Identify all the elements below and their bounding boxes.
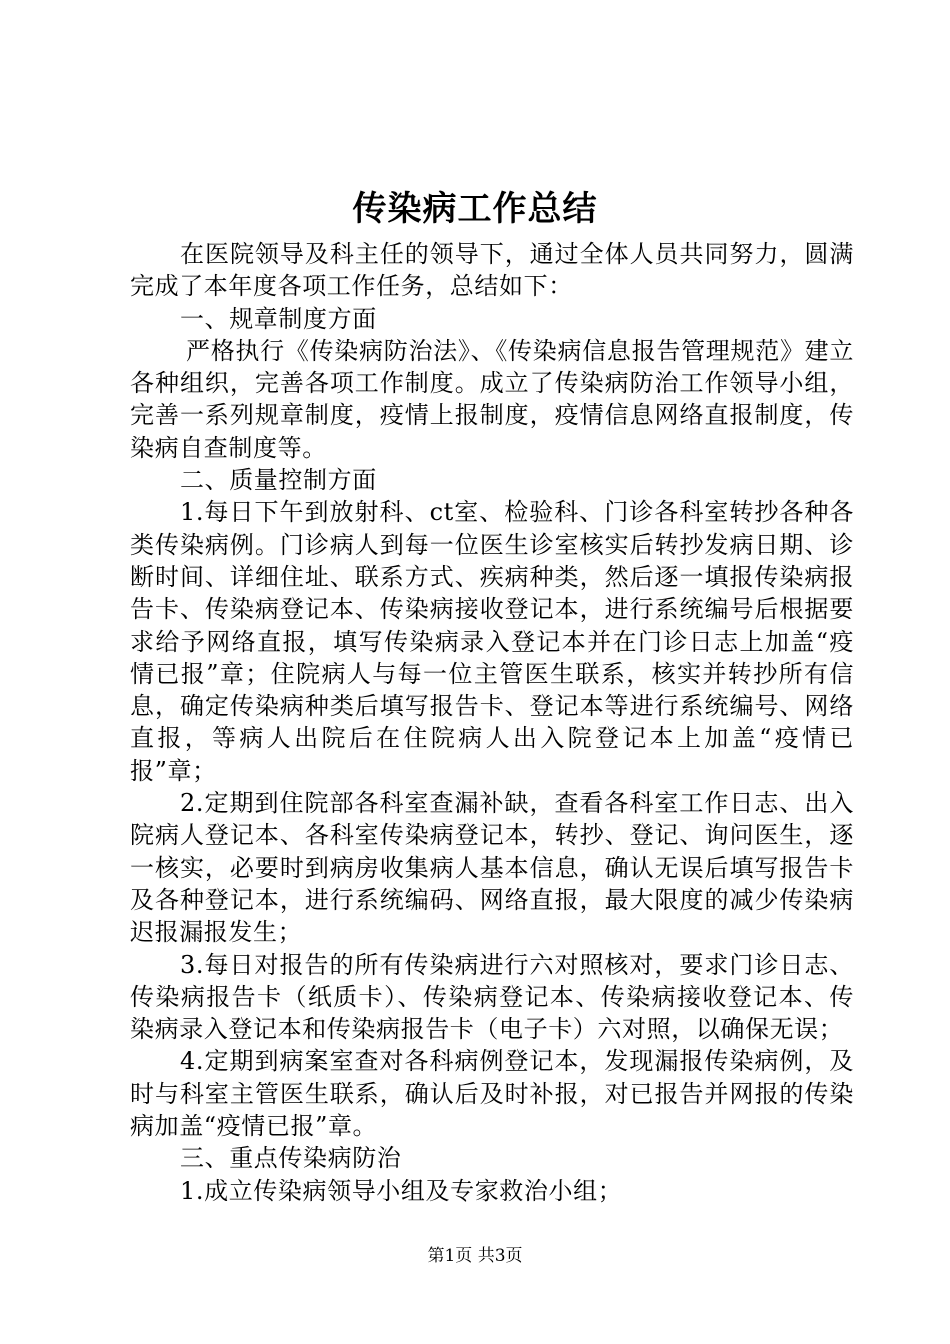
section-heading-regulations: 一、规章制度方面 xyxy=(180,304,377,333)
quality-control-item-1: 1.每日下午到放射科、ct室、检验科、门诊各科室转抄各种各类传染病例。门诊病人到每一位医生诊室核实后转抄发病日期、诊断时间、详细住址、联系方式、疾病种类，然后逐一填报传染病报告卡、传染病登记本、传染病接收登记本，进行系统编号后根据要求给予网络直报，填写传染病录入登记本并在门诊日志上加盖“疫情已报”章；住院病人与每一位主管医生联系，核实并转抄所有信息，确定传染病种类后填写报告卡、登记本等进行系统编号、网络直报，等病人出院后在住院病人出入院登记本上加盖“疫情已报”章； xyxy=(130,498,854,785)
section-heading-key-diseases: 三、重点传染病防治 xyxy=(180,1144,402,1173)
intro-paragraph: 在医院领导及科主任的领导下，通过全体人员共同努力，圆满完成了本年度各项工作任务，总结如下： xyxy=(130,240,854,301)
document-body xyxy=(130,238,854,1207)
document-title: 传染病工作总结 xyxy=(352,189,598,229)
quality-control-item-3: 3.每日对报告的所有传染病进行六对照核对，要求门诊日志、传染病报告卡（纸质卡）、传染病登记本、传染病接收登记本、传染病录入登记本和传染病报告卡（电子卡）六对照，以确保无误； xyxy=(130,950,854,1044)
quality-control-item-4: 4.定期到病案室查对各科病例登记本，发现漏报传染病例，及时与科室主管医生联系，确认后及时补报，对已报告并网报的传染病加盖“疫情已报”章。 xyxy=(130,1047,854,1141)
page-footer: 第1页 共3页 xyxy=(427,1246,523,1266)
key-diseases-item-1: 1.成立传染病领导小组及专家救治小组； xyxy=(180,1176,623,1205)
section-heading-quality-control: 二、质量控制方面 xyxy=(180,466,377,495)
regulations-paragraph: 严格执行《传染病防治法》、《传染病信息报告管理规范》建立各种组织，完善各项工作制度。成立了传染病防治工作领导小组，完善一系列规章制度，疫情上报制度，疫情信息网络直报制度，传染病自查制度等。 xyxy=(130,336,854,462)
quality-control-item-2: 2.定期到住院部各科室查漏补缺，查看各科室工作日志、出入院病人登记本、各科室传染病登记本，转抄、登记、询问医生，逐一核实，必要时到病房收集病人基本信息，确认无误后填写报告卡及各种登记本，进行系统编码、网络直报，最大限度的减少传染病迟报漏报发生； xyxy=(130,789,854,947)
